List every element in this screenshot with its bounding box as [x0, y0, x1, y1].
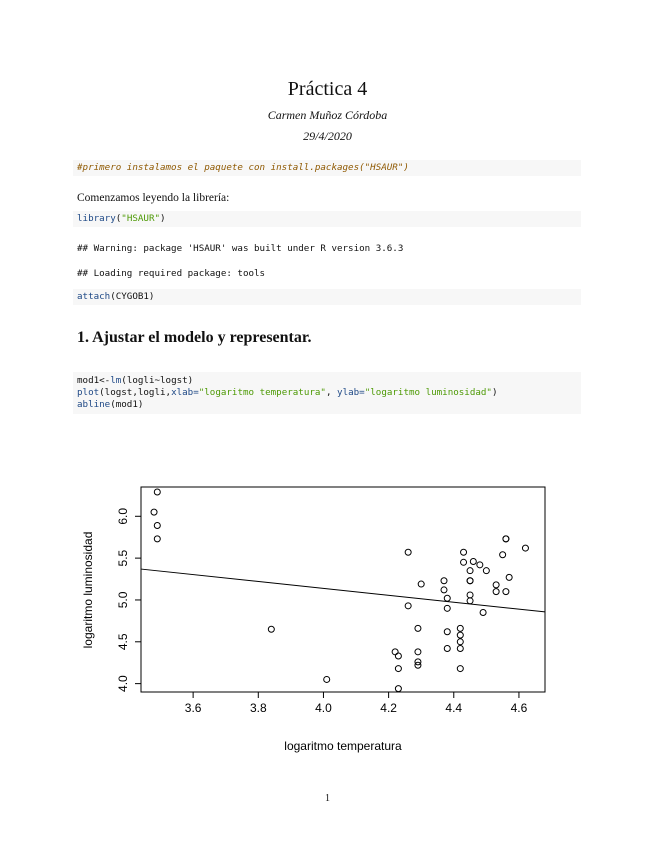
code-xlab-key: xlab= — [171, 387, 199, 398]
document-date: 29/4/2020 — [303, 129, 352, 143]
code-plot-close: ) — [491, 387, 498, 398]
x-tick-label: 4.2 — [380, 701, 397, 715]
y-axis-label: logaritmo luminosidad — [81, 531, 95, 649]
data-point — [395, 666, 401, 672]
data-point — [444, 605, 450, 611]
code-fn-attach: attach — [77, 291, 111, 302]
data-point — [467, 568, 473, 574]
data-point — [457, 632, 463, 638]
data-point — [480, 610, 486, 616]
prose-library-intro: Comenzamos leyendo la librería: — [77, 192, 230, 204]
section-heading: 1. Ajustar el modelo y representar. — [77, 329, 312, 346]
code-abline-args: (mod1) — [110, 399, 144, 410]
data-point — [444, 645, 450, 651]
data-point — [405, 549, 411, 555]
regression-line — [141, 569, 545, 612]
document-author: Carmen Muñoz Córdoba — [267, 108, 388, 122]
code-sep: , — [325, 387, 338, 398]
code-paren-close: ) — [160, 213, 166, 224]
code-paren-open: ( — [115, 213, 122, 224]
data-point — [467, 578, 473, 584]
data-point — [500, 552, 506, 558]
data-point — [154, 489, 160, 495]
data-point — [457, 625, 463, 631]
data-point — [392, 649, 398, 655]
data-point — [324, 676, 330, 682]
x-tick-label: 3.8 — [249, 701, 267, 715]
data-point — [415, 625, 421, 631]
output-warning: ## Warning: package 'HSAUR' was built under R version 3.6.3 — [77, 243, 404, 254]
data-point — [493, 589, 499, 595]
data-point — [457, 645, 463, 651]
document-title: Práctica 4 — [287, 78, 368, 100]
data-point — [506, 574, 512, 580]
code-string-hsaur: "HSAUR" — [121, 213, 161, 224]
code-lm-args: (logli~logst) — [121, 375, 194, 386]
data-point — [461, 549, 467, 555]
y-tick-label: 4.0 — [116, 675, 130, 692]
y-tick-label: 5.0 — [116, 591, 130, 609]
data-point — [395, 653, 401, 659]
data-point — [503, 536, 509, 542]
data-point — [457, 639, 463, 645]
data-point — [503, 589, 509, 595]
code-attach-arg: (CYGOB1) — [110, 291, 155, 302]
data-point — [151, 509, 157, 515]
x-axis-label: logaritmo temperatura — [284, 739, 402, 753]
code-fn-plot: plot — [77, 387, 100, 398]
code-assign: mod1<- — [77, 375, 111, 386]
page-number: 1 — [325, 793, 330, 804]
code-plot-args: (logst,logli, — [99, 387, 172, 398]
code-comment: #primero instalamos el paquete con install.packages("HSAUR") — [77, 162, 409, 173]
x-tick-label: 4.4 — [445, 701, 463, 715]
x-tick-label: 4.0 — [315, 701, 332, 715]
data-point — [461, 559, 467, 565]
code-ylab-value: "logaritmo luminosidad" — [364, 387, 492, 398]
data-point — [493, 582, 499, 588]
data-point — [441, 587, 447, 593]
code-ylab-key: ylab= — [337, 387, 365, 398]
data-point — [457, 666, 463, 672]
data-point — [477, 562, 483, 568]
y-tick-label: 4.5 — [116, 633, 130, 651]
data-point — [467, 598, 473, 604]
code-fn-library: library — [77, 213, 116, 224]
data-point — [470, 558, 476, 564]
code-xlab-value: "logaritmo temperatura" — [198, 387, 326, 398]
data-point — [444, 629, 450, 635]
data-point — [154, 522, 160, 528]
plot-frame — [141, 487, 545, 692]
data-point — [418, 581, 424, 587]
x-tick-label: 4.6 — [510, 701, 528, 715]
y-tick-label: 6.0 — [116, 507, 130, 525]
data-point — [444, 595, 450, 601]
code-fn-abline: abline — [77, 399, 111, 410]
data-point — [415, 649, 421, 655]
data-point — [154, 536, 160, 542]
data-point — [268, 626, 274, 632]
data-point — [483, 568, 489, 574]
data-point — [405, 603, 411, 609]
y-tick-label: 5.5 — [116, 549, 130, 567]
data-point — [395, 686, 401, 692]
x-tick-label: 3.6 — [184, 701, 202, 715]
data-point — [467, 592, 473, 598]
code-fn-lm: lm — [110, 375, 122, 386]
output-loading: ## Loading required package: tools — [77, 268, 266, 279]
data-point — [441, 578, 447, 584]
data-point — [522, 545, 528, 551]
